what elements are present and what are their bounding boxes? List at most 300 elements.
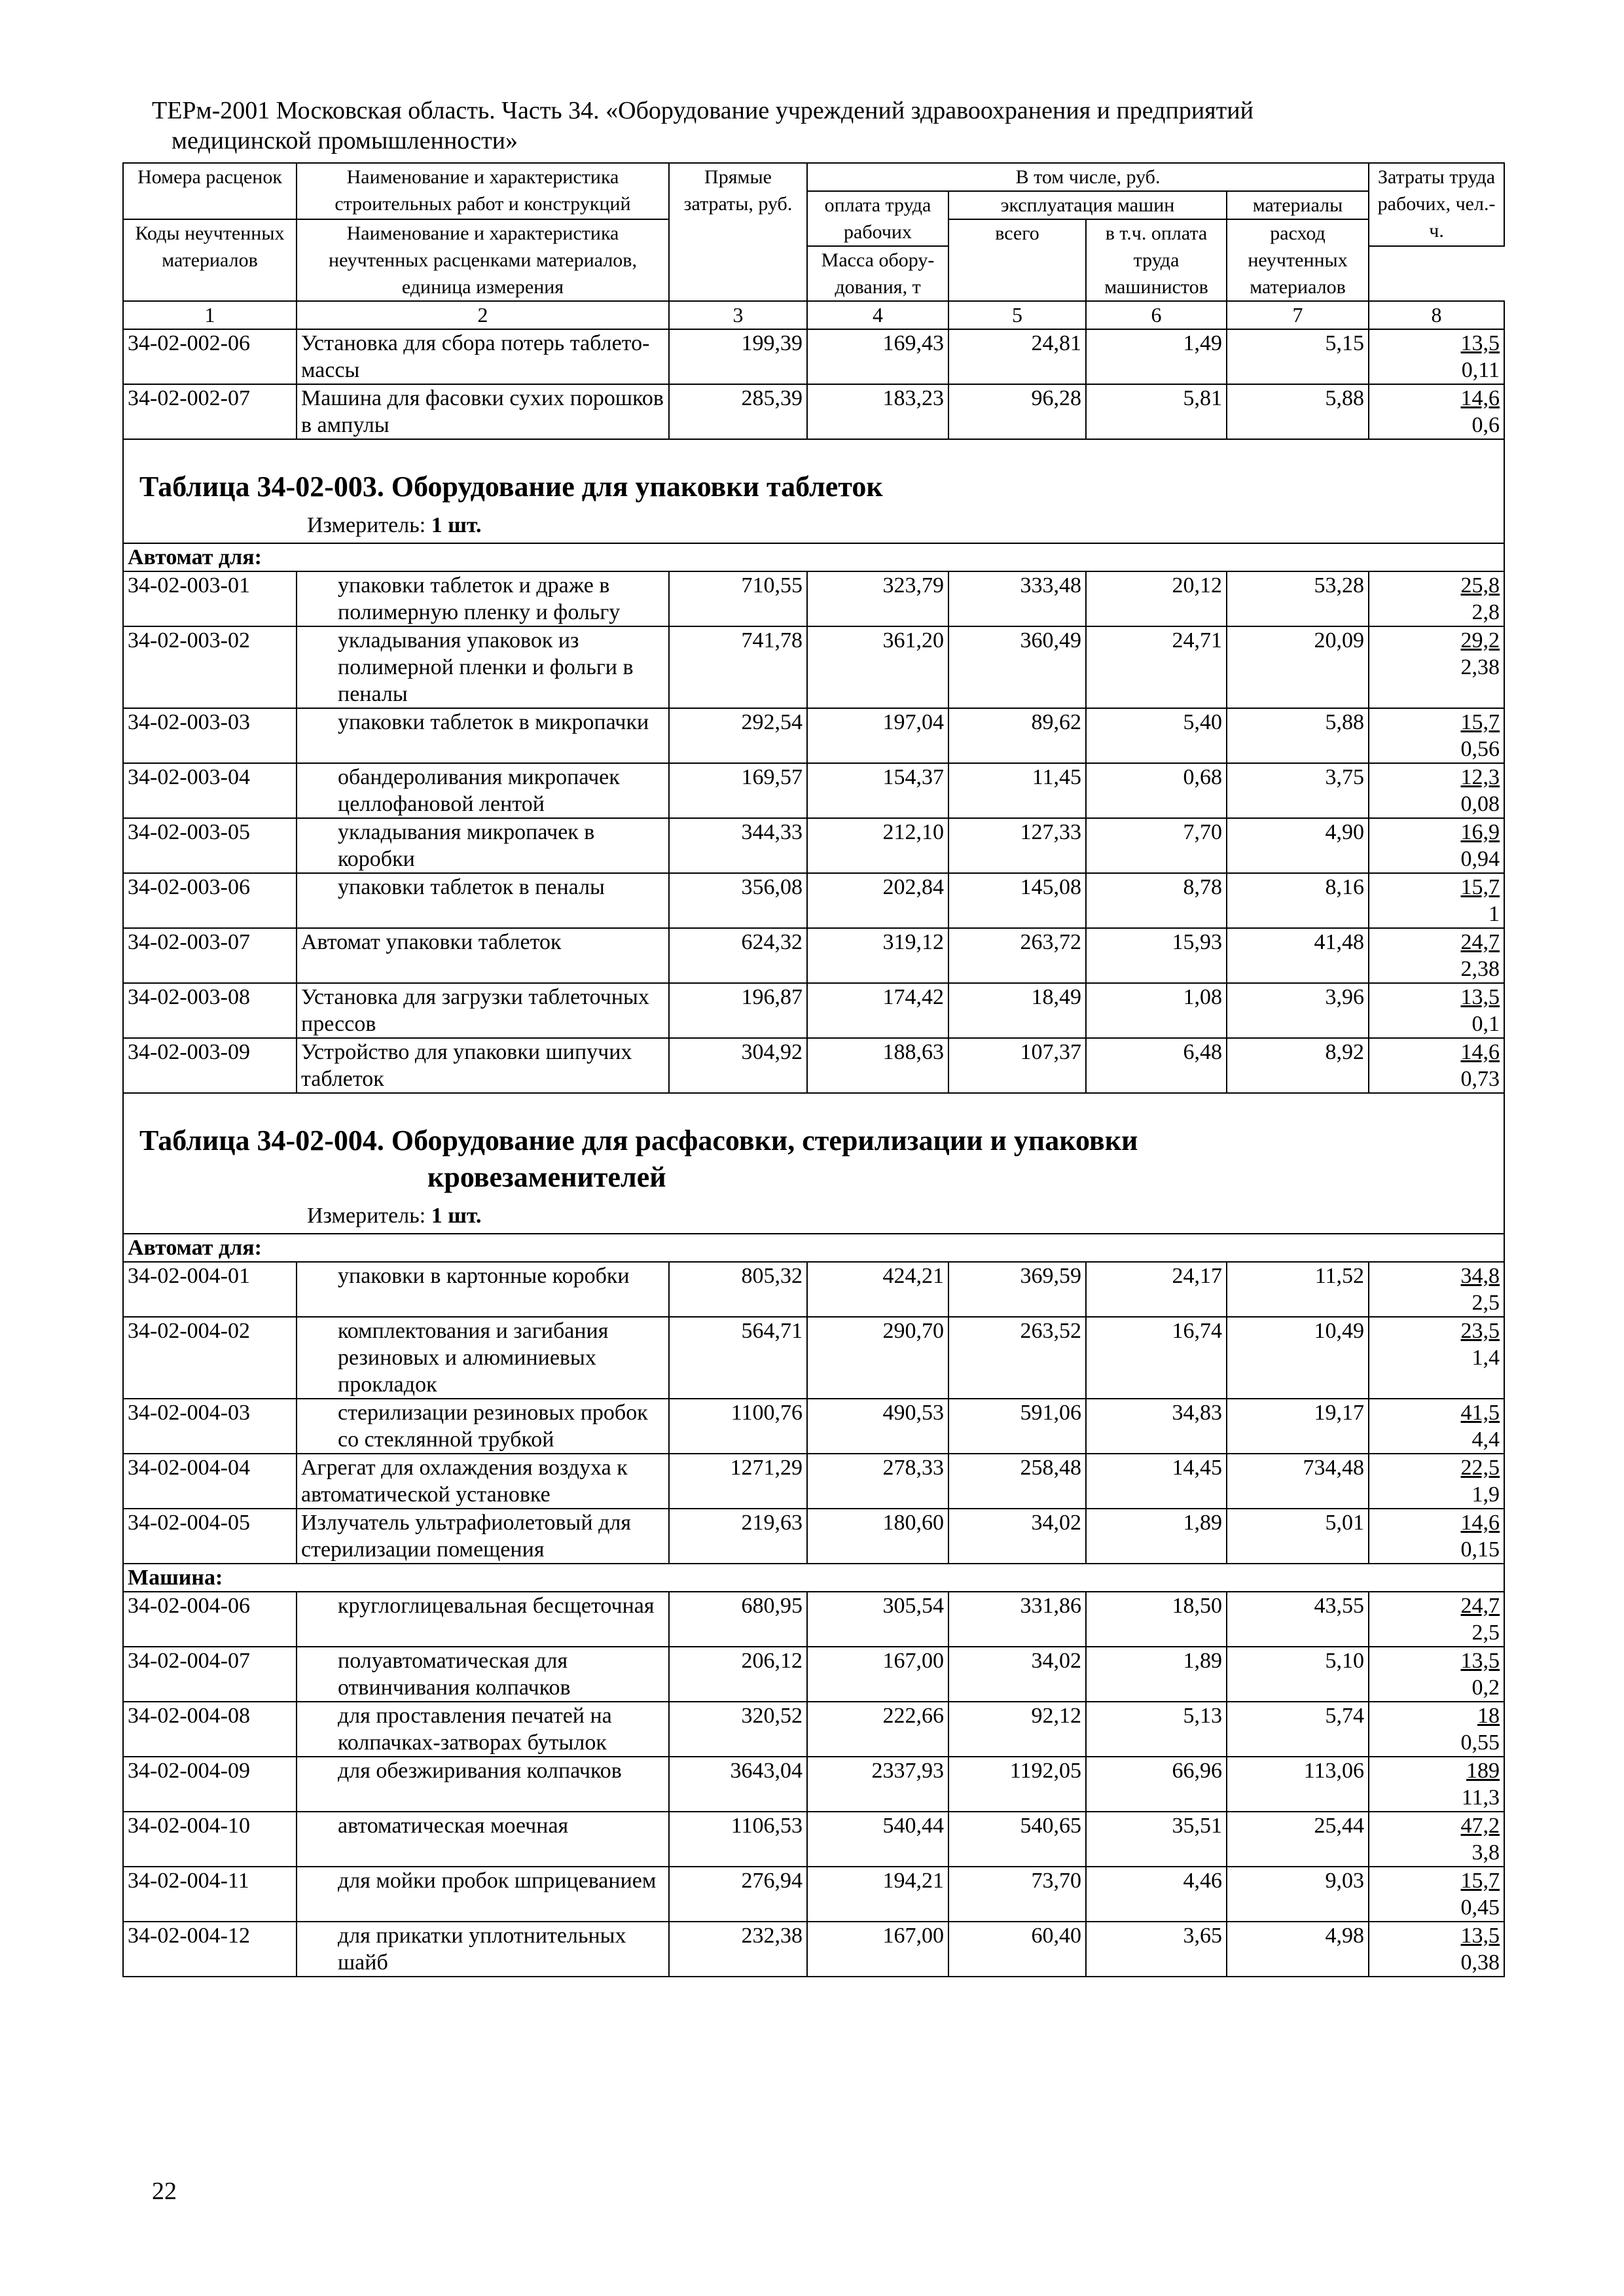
table-34-02-004-title	[123, 1093, 1504, 1234]
machinist-wages: 1,08	[1086, 983, 1227, 1038]
equipment-mass: 0,1	[1471, 1012, 1500, 1036]
header-total: всего	[948, 219, 1086, 301]
rate-code: 34-02-003-05	[123, 818, 297, 873]
worker-wages: 197,04	[807, 708, 948, 763]
labor-mass-cell	[1369, 1509, 1504, 1564]
worker-wages: 167,00	[807, 1922, 948, 1977]
worker-wages: 202,84	[807, 873, 948, 928]
direct-costs: 1271,29	[669, 1454, 807, 1509]
machinist-wages: 66,96	[1086, 1757, 1227, 1812]
group-label: Автомат для:	[123, 1234, 1504, 1262]
rate-name: для прикатки уплотнительных шайб	[297, 1922, 669, 1977]
direct-costs: 292,54	[669, 708, 807, 763]
machinist-wages: 7,70	[1086, 818, 1227, 873]
direct-costs: 356,08	[669, 873, 807, 928]
rate-code: 34-02-004-09	[123, 1757, 297, 1812]
table-row	[123, 1454, 1504, 1509]
labor-mass-cell	[1369, 571, 1504, 626]
rate-code: 34-02-004-03	[123, 1399, 297, 1454]
machinist-wages: 24,17	[1086, 1262, 1227, 1317]
rate-name: упаковки таблеток в микропачки	[297, 708, 669, 763]
worker-wages: 290,70	[807, 1317, 948, 1399]
equipment-mass: 0,6	[1471, 413, 1500, 437]
labor-costs: 189	[1466, 1759, 1500, 1783]
machine-costs: 96,28	[948, 384, 1086, 439]
machinist-wages: 18,50	[1086, 1592, 1227, 1647]
header-materials: материалы	[1227, 191, 1369, 219]
rate-name: Устройство для упаковки шипучих таблеток	[297, 1038, 669, 1093]
header-direct: Прямые затраты, руб.	[669, 163, 807, 301]
labor-costs: 15,7	[1460, 875, 1500, 899]
machinist-wages: 35,51	[1086, 1812, 1227, 1867]
equipment-mass: 11,3	[1461, 1785, 1500, 1810]
worker-wages: 188,63	[807, 1038, 948, 1093]
material-costs: 8,92	[1227, 1038, 1369, 1093]
measure-label: Измеритель:	[307, 1204, 426, 1228]
equipment-mass: 0,11	[1461, 358, 1500, 382]
col-number: 2	[297, 301, 669, 329]
rate-name: Установка для загрузки таблеточных прессов	[297, 983, 669, 1038]
rate-code: 34-02-004-06	[123, 1592, 297, 1647]
machine-costs: 263,72	[948, 928, 1086, 983]
rate-code: 34-02-004-11	[123, 1867, 297, 1922]
direct-costs: 169,57	[669, 763, 807, 818]
table-row	[123, 873, 1504, 928]
direct-costs: 805,32	[669, 1262, 807, 1317]
machine-costs: 360,49	[948, 626, 1086, 708]
table-row	[123, 1812, 1504, 1867]
machinist-wages: 24,71	[1086, 626, 1227, 708]
table-row	[123, 708, 1504, 763]
table-row	[123, 1317, 1504, 1399]
table-title-line: Таблица 34-02-003. Оборудование для упаковки таблеток	[139, 471, 883, 503]
material-costs: 4,98	[1227, 1922, 1369, 1977]
header-labor: Затраты труда рабочих, чел.-ч.	[1369, 163, 1504, 246]
direct-costs: 680,95	[669, 1592, 807, 1647]
labor-costs: 14,6	[1460, 1040, 1500, 1064]
machinist-wages: 1,49	[1086, 329, 1227, 384]
table-row	[123, 329, 1504, 384]
col-number: 6	[1086, 301, 1227, 329]
machine-costs: 333,48	[948, 571, 1086, 626]
machinist-wages: 16,74	[1086, 1317, 1227, 1399]
direct-costs: 624,32	[669, 928, 807, 983]
worker-wages: 180,60	[807, 1509, 948, 1564]
rate-code: 34-02-004-08	[123, 1702, 297, 1757]
labor-mass-cell	[1369, 1922, 1504, 1977]
machine-costs: 34,02	[948, 1509, 1086, 1564]
worker-wages: 490,53	[807, 1399, 948, 1454]
machinist-wages: 20,12	[1086, 571, 1227, 626]
table-title-line: кровезаменителей	[427, 1161, 666, 1193]
labor-costs: 41,5	[1460, 1401, 1500, 1425]
equipment-mass: 4,4	[1471, 1427, 1500, 1452]
table-row	[123, 1867, 1504, 1922]
labor-mass-cell	[1369, 1399, 1504, 1454]
rate-name: Машина для фасовки сухих порошков в ампулы	[297, 384, 669, 439]
rate-name: автоматическая моечная	[297, 1812, 669, 1867]
labor-mass-cell	[1369, 1454, 1504, 1509]
rate-name: для мойки пробок шприцеванием	[297, 1867, 669, 1922]
material-costs: 3,75	[1227, 763, 1369, 818]
rate-code: 34-02-003-03	[123, 708, 297, 763]
worker-wages: 154,37	[807, 763, 948, 818]
equipment-mass: 1,4	[1471, 1346, 1500, 1370]
rate-code: 34-02-003-01	[123, 571, 297, 626]
labor-mass-cell	[1369, 1867, 1504, 1922]
rate-name: упаковки таблеток и драже в полимерную пленку и фольгу	[297, 571, 669, 626]
equipment-mass: 2,38	[1460, 655, 1500, 679]
machine-costs: 331,86	[948, 1592, 1086, 1647]
labor-mass-cell	[1369, 873, 1504, 928]
equipment-mass: 1,9	[1471, 1482, 1500, 1507]
equipment-mass: 1	[1489, 902, 1500, 926]
labor-costs: 14,6	[1460, 386, 1500, 410]
col-number: 4	[807, 301, 948, 329]
rate-name: Автомат упаковки таблеток	[297, 928, 669, 983]
material-costs: 4,90	[1227, 818, 1369, 873]
measure-value: 1 шт.	[431, 513, 482, 537]
material-costs: 9,03	[1227, 1867, 1369, 1922]
direct-costs: 1106,53	[669, 1812, 807, 1867]
equipment-mass: 0,2	[1471, 1676, 1500, 1700]
direct-costs: 219,63	[669, 1509, 807, 1564]
rate-code: 34-02-004-04	[123, 1454, 297, 1509]
material-costs: 19,17	[1227, 1399, 1369, 1454]
rate-name: полуавтоматическая для отвинчивания колпачков	[297, 1647, 669, 1702]
direct-costs: 710,55	[669, 571, 807, 626]
machinist-wages: 1,89	[1086, 1509, 1227, 1564]
material-costs: 11,52	[1227, 1262, 1369, 1317]
header-incl: В том числе, руб.	[807, 163, 1369, 191]
worker-wages: 212,10	[807, 818, 948, 873]
labor-costs: 47,2	[1460, 1814, 1500, 1838]
worker-wages: 540,44	[807, 1812, 948, 1867]
labor-mass-cell	[1369, 1647, 1504, 1702]
rate-name: обандероливания микропачек целлофановой лентой	[297, 763, 669, 818]
table-row	[123, 1399, 1504, 1454]
group-label: Автомат для:	[123, 543, 1504, 571]
direct-costs: 199,39	[669, 329, 807, 384]
labor-mass-cell	[1369, 384, 1504, 439]
material-costs: 25,44	[1227, 1812, 1369, 1867]
labor-mass-cell	[1369, 928, 1504, 983]
material-costs: 53,28	[1227, 571, 1369, 626]
table-row	[123, 1509, 1504, 1564]
labor-costs: 12,3	[1460, 765, 1500, 789]
group-row	[123, 1564, 1504, 1592]
machine-costs: 18,49	[948, 983, 1086, 1038]
machinist-wages: 1,89	[1086, 1647, 1227, 1702]
rate-name: для проставления печатей на колпачках-затворах бутылок	[297, 1702, 669, 1757]
labor-mass-cell	[1369, 1317, 1504, 1399]
machinist-wages: 0,68	[1086, 763, 1227, 818]
table-row	[123, 1262, 1504, 1317]
material-costs: 5,74	[1227, 1702, 1369, 1757]
rate-code: 34-02-004-01	[123, 1262, 297, 1317]
worker-wages: 183,23	[807, 384, 948, 439]
machine-costs: 145,08	[948, 873, 1086, 928]
table-row	[123, 763, 1504, 818]
labor-mass-cell	[1369, 818, 1504, 873]
header-mass: Масса обору-дования, т	[807, 246, 948, 301]
rate-code: 34-02-004-02	[123, 1317, 297, 1399]
machine-costs: 540,65	[948, 1812, 1086, 1867]
rate-name: упаковки в картонные коробки	[297, 1262, 669, 1317]
measure-label: Измеритель:	[307, 513, 426, 537]
direct-costs: 564,71	[669, 1317, 807, 1399]
machinist-wages: 14,45	[1086, 1454, 1227, 1509]
labor-costs: 16,9	[1460, 820, 1500, 844]
material-costs: 10,49	[1227, 1317, 1369, 1399]
table-row	[123, 1038, 1504, 1093]
table-row	[123, 1647, 1504, 1702]
header-materials-use: расход неучтенных материалов	[1227, 219, 1369, 301]
worker-wages: 194,21	[807, 1867, 948, 1922]
rate-code: 34-02-004-12	[123, 1922, 297, 1977]
rate-name: комплектования и загибания резиновых и алюминиевых прокладок	[297, 1317, 669, 1399]
machine-costs: 73,70	[948, 1867, 1086, 1922]
material-costs: 113,06	[1227, 1757, 1369, 1812]
direct-costs: 344,33	[669, 818, 807, 873]
rate-name: Излучатель ультрафиолетовый для стерилизации помещения	[297, 1509, 669, 1564]
machinist-wages: 5,13	[1086, 1702, 1227, 1757]
labor-mass-cell	[1369, 1812, 1504, 1867]
machine-costs: 11,45	[948, 763, 1086, 818]
group-row	[123, 1234, 1504, 1262]
labor-mass-cell	[1369, 626, 1504, 708]
worker-wages: 174,42	[807, 983, 948, 1038]
rate-code: 34-02-003-09	[123, 1038, 297, 1093]
equipment-mass: 0,56	[1460, 737, 1500, 761]
machine-costs: 107,37	[948, 1038, 1086, 1093]
rate-name: Установка для сбора потерь таблето-массы	[297, 329, 669, 384]
equipment-mass: 0,73	[1460, 1067, 1500, 1091]
direct-costs: 3643,04	[669, 1757, 807, 1812]
rate-name: Агрегат для охлаждения воздуха к автоматической установке	[297, 1454, 669, 1509]
equipment-mass: 3,8	[1471, 1840, 1500, 1865]
worker-wages: 319,12	[807, 928, 948, 983]
equipment-mass: 0,38	[1460, 1950, 1500, 1975]
page-number: 22	[152, 2178, 177, 2205]
rate-code: 34-02-004-05	[123, 1509, 297, 1564]
worker-wages: 167,00	[807, 1647, 948, 1702]
table-title-line: Таблица 34-02-004. Оборудование для расфасовки, стерилизации и упаковки	[139, 1124, 1138, 1157]
material-costs: 3,96	[1227, 983, 1369, 1038]
col-number: 7	[1227, 301, 1369, 329]
header-name2: Наименование и характеристика неучтенных расценками материалов, единица измерения	[297, 219, 669, 301]
equipment-mass: 2,8	[1471, 600, 1500, 624]
machine-costs: 34,02	[948, 1647, 1086, 1702]
group-row	[123, 543, 1504, 571]
worker-wages: 222,66	[807, 1702, 948, 1757]
header-row-1	[123, 163, 1504, 191]
rate-code: 34-02-004-10	[123, 1812, 297, 1867]
machine-costs: 258,48	[948, 1454, 1086, 1509]
header-wages: оплата труда рабочих	[807, 191, 948, 246]
machine-costs: 591,06	[948, 1399, 1086, 1454]
rate-code: 34-02-003-02	[123, 626, 297, 708]
machine-costs: 60,40	[948, 1922, 1086, 1977]
labor-mass-cell	[1369, 1262, 1504, 1317]
table-row	[123, 571, 1504, 626]
labor-costs: 14,6	[1460, 1511, 1500, 1535]
direct-costs: 276,94	[669, 1867, 807, 1922]
col-number: 1	[123, 301, 297, 329]
machine-costs: 89,62	[948, 708, 1086, 763]
rate-name: для обезжиривания колпачков	[297, 1757, 669, 1812]
machine-costs: 263,52	[948, 1317, 1086, 1399]
labor-costs: 18	[1477, 1704, 1500, 1728]
labor-mass-cell	[1369, 708, 1504, 763]
worker-wages: 305,54	[807, 1592, 948, 1647]
labor-mass-cell	[1369, 1038, 1504, 1093]
material-costs: 8,16	[1227, 873, 1369, 928]
labor-mass-cell	[1369, 983, 1504, 1038]
machinist-wages: 15,93	[1086, 928, 1227, 983]
table-row	[123, 1757, 1504, 1812]
machinist-wages: 5,81	[1086, 384, 1227, 439]
labor-costs: 22,5	[1460, 1456, 1500, 1480]
header-machines: эксплуатация машин	[948, 191, 1227, 219]
column-numbers-row	[123, 301, 1504, 329]
worker-wages: 361,20	[807, 626, 948, 708]
table-title	[124, 1094, 1504, 1196]
group-label: Машина:	[123, 1564, 1504, 1592]
labor-costs: 13,5	[1460, 331, 1500, 355]
equipment-mass: 0,94	[1460, 847, 1500, 871]
rate-name: укладывания микропачек в коробки	[297, 818, 669, 873]
equipment-mass: 2,5	[1471, 1621, 1500, 1645]
table-row	[123, 928, 1504, 983]
table-title-cell	[123, 439, 1504, 543]
header-codes: Номера расценок	[123, 163, 297, 219]
labor-costs: 24,7	[1460, 930, 1500, 954]
col-number: 3	[669, 301, 807, 329]
machine-costs: 369,59	[948, 1262, 1086, 1317]
labor-mass-cell	[1369, 1757, 1504, 1812]
table-measure	[124, 1196, 1504, 1233]
header-incl-wages: в т.ч. оплата труда машинистов	[1086, 219, 1227, 301]
table-row	[123, 1922, 1504, 1977]
rate-name: упаковки таблеток в пеналы	[297, 873, 669, 928]
col-number: 5	[948, 301, 1086, 329]
labor-mass-cell	[1369, 329, 1504, 384]
material-costs: 5,15	[1227, 329, 1369, 384]
worker-wages: 2337,93	[807, 1757, 948, 1812]
worker-wages: 323,79	[807, 571, 948, 626]
machine-costs: 127,33	[948, 818, 1086, 873]
table-row	[123, 626, 1504, 708]
material-costs: 5,88	[1227, 708, 1369, 763]
document-title-line2: медицинской промышленности»	[171, 127, 518, 154]
worker-wages: 278,33	[807, 1454, 948, 1509]
direct-costs: 196,87	[669, 983, 807, 1038]
rate-name: стерилизации резиновых пробок со стеклянной трубкой	[297, 1399, 669, 1454]
table-row	[123, 1702, 1504, 1757]
direct-costs: 741,78	[669, 626, 807, 708]
direct-costs: 232,38	[669, 1922, 807, 1977]
machinist-wages: 34,83	[1086, 1399, 1227, 1454]
labor-costs: 13,5	[1460, 1649, 1500, 1673]
material-costs: 5,01	[1227, 1509, 1369, 1564]
measure-value: 1 шт.	[431, 1204, 482, 1228]
document-title	[152, 96, 1461, 156]
worker-wages: 424,21	[807, 1262, 948, 1317]
rate-code: 34-02-003-08	[123, 983, 297, 1038]
table-34-02-003-title	[123, 439, 1504, 543]
direct-costs: 1100,76	[669, 1399, 807, 1454]
material-costs: 41,48	[1227, 928, 1369, 983]
labor-costs: 23,5	[1460, 1319, 1500, 1343]
machinist-wages: 8,78	[1086, 873, 1227, 928]
table-row	[123, 384, 1504, 439]
equipment-mass: 0,08	[1460, 792, 1500, 816]
equipment-mass: 0,55	[1460, 1731, 1500, 1755]
rate-code: 34-02-003-04	[123, 763, 297, 818]
equipment-mass: 0,45	[1460, 1895, 1500, 1920]
labor-costs: 25,8	[1460, 573, 1500, 598]
machinist-wages: 5,40	[1086, 708, 1227, 763]
price-table	[122, 162, 1505, 1977]
rate-name: укладывания упаковок из полимерной пленки и фольги в пеналы	[297, 626, 669, 708]
material-costs: 20,09	[1227, 626, 1369, 708]
rate-code: 34-02-004-07	[123, 1647, 297, 1702]
machine-costs: 24,81	[948, 329, 1086, 384]
material-costs: 734,48	[1227, 1454, 1369, 1509]
rate-code: 34-02-002-06	[123, 329, 297, 384]
labor-mass-cell	[1369, 1702, 1504, 1757]
direct-costs: 285,39	[669, 384, 807, 439]
rate-name: круглоглицевальная бесщеточная	[297, 1592, 669, 1647]
machine-costs: 92,12	[948, 1702, 1086, 1757]
material-costs: 5,88	[1227, 384, 1369, 439]
labor-costs: 15,7	[1460, 710, 1500, 734]
table-title-cell	[123, 1093, 1504, 1234]
equipment-mass: 2,38	[1460, 957, 1500, 981]
direct-costs: 206,12	[669, 1647, 807, 1702]
rate-code: 34-02-003-06	[123, 873, 297, 928]
rate-code: 34-02-002-07	[123, 384, 297, 439]
labor-costs: 34,8	[1460, 1264, 1500, 1288]
machinist-wages: 4,46	[1086, 1867, 1227, 1922]
labor-costs: 13,5	[1460, 1924, 1500, 1948]
direct-costs: 304,92	[669, 1038, 807, 1093]
machine-costs: 1192,05	[948, 1757, 1086, 1812]
machinist-wages: 6,48	[1086, 1038, 1227, 1093]
labor-costs: 13,5	[1460, 985, 1500, 1009]
labor-costs: 24,7	[1460, 1594, 1500, 1618]
rate-code: 34-02-003-07	[123, 928, 297, 983]
table-measure	[124, 505, 1504, 543]
document-title-line1: ТЕРм-2001 Московская область. Часть 34. «Оборудование учреждений здравоохранения и предприятий	[152, 97, 1254, 124]
labor-mass-cell	[1369, 763, 1504, 818]
material-costs: 5,10	[1227, 1647, 1369, 1702]
equipment-mass: 0,15	[1460, 1537, 1500, 1562]
material-costs: 43,55	[1227, 1592, 1369, 1647]
direct-costs: 320,52	[669, 1702, 807, 1757]
table-row	[123, 983, 1504, 1038]
col-number: 8	[1369, 301, 1504, 329]
table-row	[123, 818, 1504, 873]
equipment-mass: 2,5	[1471, 1291, 1500, 1315]
labor-mass-cell	[1369, 1592, 1504, 1647]
table-title	[124, 440, 1504, 505]
table-row	[123, 1592, 1504, 1647]
labor-costs: 29,2	[1460, 628, 1500, 653]
header-name: Наименование и характеристика строительных работ и конструкций	[297, 163, 669, 219]
machinist-wages: 3,65	[1086, 1922, 1227, 1977]
